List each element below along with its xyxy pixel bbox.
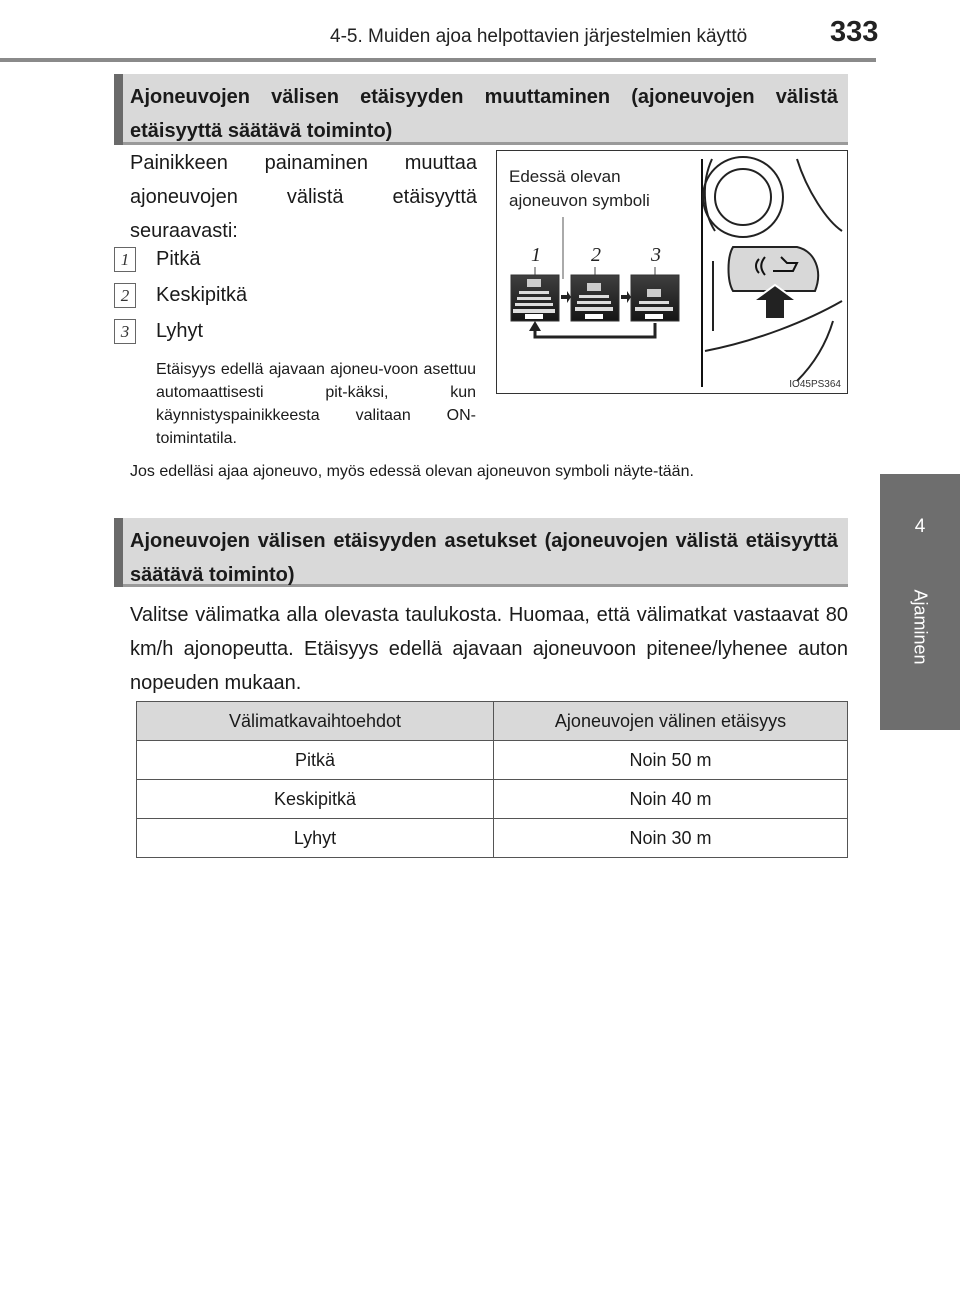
table-row bbox=[137, 780, 848, 819]
arrow-right-icon bbox=[561, 291, 571, 303]
svg-text:3: 3 bbox=[651, 244, 661, 266]
chapter-tab-label: Ajaminen bbox=[910, 589, 931, 665]
display-icon-long bbox=[511, 275, 559, 321]
callout-3 bbox=[650, 244, 661, 266]
table-header-cell: Ajoneuvojen välinen etäisyys bbox=[494, 702, 848, 741]
table-cell: Noin 50 m bbox=[494, 741, 848, 780]
table-row bbox=[137, 741, 848, 780]
chapter-tab[interactable] bbox=[880, 474, 960, 730]
section-heading-change-distance bbox=[114, 74, 848, 145]
section-heading-distance-settings bbox=[114, 518, 848, 587]
svg-text:1: 1 bbox=[531, 244, 541, 266]
table-cell: Lyhyt bbox=[137, 819, 494, 858]
display-icon-medium bbox=[571, 275, 619, 321]
table-cell: Pitkä bbox=[137, 741, 494, 780]
chapter-tab-number: 4 bbox=[914, 516, 926, 537]
intro-line: Painikkeen painaminen muuttaa bbox=[130, 152, 477, 174]
table-cell: Noin 30 m bbox=[494, 819, 848, 858]
number-badge: 2 bbox=[114, 283, 136, 308]
intro-line: seuraavasti: bbox=[130, 220, 238, 242]
table-row bbox=[137, 819, 848, 858]
illustration-graphic bbox=[497, 151, 847, 393]
steering-switch-drawing bbox=[703, 157, 842, 381]
display-icon-short bbox=[631, 275, 679, 321]
intro-paragraph bbox=[130, 146, 477, 248]
table-header-cell: Välimatkavaihtoehdot bbox=[137, 702, 494, 741]
figure-caption: Edessä olevan ajoneuvon symboli bbox=[509, 167, 650, 210]
settings-paragraph: Valitse välimatka alla olevasta taulukosta. Huomaa, että välimatkat vastaavat 80 km/h ajonopeutta. Etäisyys edellä ajavaan ajoneuvoon pitenee/lyhenee auton nopeuden mukaan. bbox=[130, 604, 848, 694]
list-item-label: Keskipitkä bbox=[156, 284, 248, 306]
svg-text:2: 2 bbox=[591, 244, 601, 266]
page-number: 333 bbox=[830, 16, 879, 48]
table-cell: Keskipitkä bbox=[137, 780, 494, 819]
note-default-distance: Etäisyys edellä ajavaan ajoneu-voon asettuu automaattisesti pit-käksi, kun käynnistyspainikkeesta valitaan ON-toimintatila. bbox=[156, 361, 476, 447]
table-cell: Noin 40 m bbox=[494, 780, 848, 819]
callout-1 bbox=[531, 244, 541, 266]
number-badge: 1 bbox=[114, 247, 136, 272]
list-item-label: Lyhyt bbox=[156, 320, 204, 342]
list-item-label: Pitkä bbox=[156, 248, 201, 270]
note-front-vehicle-symbol: Jos edelläsi ajaa ajoneuvo, myös edessä olevan ajoneuvon symboli näyte-tään. bbox=[130, 463, 694, 480]
distance-table bbox=[136, 701, 848, 858]
intro-line: ajoneuvojen välistä etäisyyttä bbox=[130, 186, 477, 208]
header-rule bbox=[0, 58, 876, 62]
distance-switch-illustration bbox=[496, 150, 848, 394]
running-header: 4-5. Muiden ajoa helpottavien järjestelmien käyttö bbox=[330, 26, 748, 47]
table-header-row bbox=[137, 702, 848, 741]
arrow-right-icon bbox=[621, 291, 631, 303]
section-heading-text: Ajoneuvojen välisen etäisyyden muuttaminen (ajoneuvojen välistä etäisyyttä säätävä toiminto) bbox=[130, 86, 838, 142]
callout-2 bbox=[591, 244, 601, 266]
number-badge: 3 bbox=[114, 319, 136, 344]
figure-code: IO45PS364 bbox=[789, 379, 841, 390]
section-heading-text: Ajoneuvojen välisen etäisyyden asetukset (ajoneuvojen välistä etäisyyttä säätävä toiminto) bbox=[130, 530, 838, 586]
cycle-arrow-icon bbox=[535, 323, 655, 337]
